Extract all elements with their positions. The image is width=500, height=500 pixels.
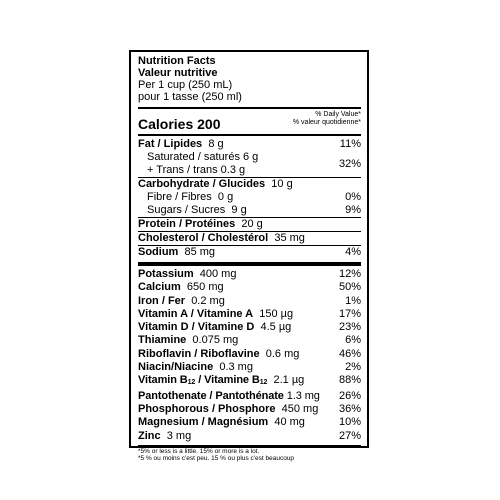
serving-size-fr: pour 1 tasse (250 ml) bbox=[138, 91, 242, 103]
sat-trans-group bbox=[138, 151, 361, 177]
fat-row bbox=[138, 138, 361, 151]
protein-row bbox=[138, 218, 361, 231]
nutrient-row: Riboflavin / Riboflavine 0.6 mg 46% bbox=[138, 347, 361, 360]
divider bbox=[138, 445, 361, 446]
daily-value-heading bbox=[293, 111, 361, 127]
nutrient-row: Calcium 650 mg 50% bbox=[138, 281, 361, 294]
label-header bbox=[138, 55, 361, 103]
calories-label: Calories 200 bbox=[138, 116, 221, 132]
sugars-pct: 9% bbox=[345, 204, 361, 216]
divider bbox=[138, 134, 361, 136]
nutrient-row: Thiamine 0.075 mg 6% bbox=[138, 334, 361, 347]
fat-label: Fat / Lipides bbox=[138, 138, 203, 150]
divider bbox=[138, 262, 361, 266]
saturated-row: Saturated / saturés 6 g bbox=[147, 151, 259, 163]
footnote-fr: *5 % ou moins c'est peu. 15 % ou plus c'est beaucoup bbox=[138, 455, 295, 463]
daily-value-en: % Daily Value* bbox=[315, 111, 361, 118]
nutrient-row: Vitamin A / Vitamine A 150 µg 17% bbox=[138, 307, 361, 320]
nutrient-row: Potassium 400 mg 12% bbox=[138, 268, 361, 280]
sodium-pct: 4% bbox=[345, 246, 361, 258]
fibre-amount: 0 g bbox=[217, 191, 234, 203]
sugars-label: Sugars / Sucres bbox=[147, 204, 226, 216]
vitamin-b12-row: Vitamin $B_{12}$ / Vitamine $B_{12}$ 2.1 µg 88% bbox=[138, 374, 361, 387]
protein-label: Protein / Protéines bbox=[138, 218, 236, 230]
nutrient-row: Zinc 3 mg 27% bbox=[138, 429, 361, 442]
sugars-amount: 9 g bbox=[231, 204, 247, 216]
nutrition-facts-label bbox=[129, 50, 369, 463]
sodium-row bbox=[138, 246, 361, 259]
protein-amount: 20 g bbox=[241, 218, 263, 230]
calories-row bbox=[138, 111, 361, 132]
nutrient-row: Magnesium / Magnésium 40 mg 10% bbox=[138, 416, 361, 429]
fibre-label: Fibre / Fibres bbox=[147, 191, 212, 203]
nutrient-row: Phosphorous / Phosphore 450 mg 36% bbox=[138, 402, 361, 415]
fibre-pct: 0% bbox=[345, 191, 361, 203]
nutrient-row: Pantothenate / Pantothénate 1.3 mg 26% bbox=[138, 389, 361, 402]
footnote-en: *5% or less is a little. 15% or more is a lot. bbox=[138, 447, 260, 455]
carbohydrate-label: Carbohydrate / Glucides bbox=[138, 178, 266, 190]
cholesterol-row bbox=[138, 232, 361, 245]
nutrient-row: Niacin/Niacine 0.3 mg 2% bbox=[138, 361, 361, 374]
title-fr: Valeur nutritive bbox=[138, 67, 218, 79]
sugars-row bbox=[138, 204, 361, 217]
daily-value-fr: % valeur quotidienne* bbox=[292, 119, 361, 126]
serving-size-en: Per 1 cup (250 mL) bbox=[138, 79, 233, 91]
title-en: Nutrition Facts bbox=[138, 55, 216, 67]
cholesterol-label: Cholesterol / Cholestérol bbox=[138, 232, 269, 244]
fat-amount: 8 g bbox=[208, 138, 224, 150]
fat-pct: 11% bbox=[339, 138, 361, 150]
fibre-row bbox=[138, 191, 361, 204]
carbohydrate-row bbox=[138, 178, 361, 191]
divider bbox=[138, 107, 361, 109]
nutrient-row: Iron / Fer 0.2 mg 1% bbox=[138, 294, 361, 307]
sodium-label: Sodium bbox=[138, 246, 179, 258]
footnote bbox=[138, 448, 361, 463]
nutrient-row: Vitamin D / Vitamine D 4.5 µg 23% bbox=[138, 321, 361, 334]
sodium-amount: 85 mg bbox=[184, 246, 216, 258]
sat-trans-pct: 32% bbox=[338, 158, 361, 170]
cholesterol-amount: 35 mg bbox=[274, 232, 305, 244]
vitamins-minerals-list bbox=[138, 268, 361, 443]
carbohydrate-amount: 10 g bbox=[271, 178, 293, 190]
trans-row: + Trans / trans 0.3 g bbox=[147, 164, 246, 176]
